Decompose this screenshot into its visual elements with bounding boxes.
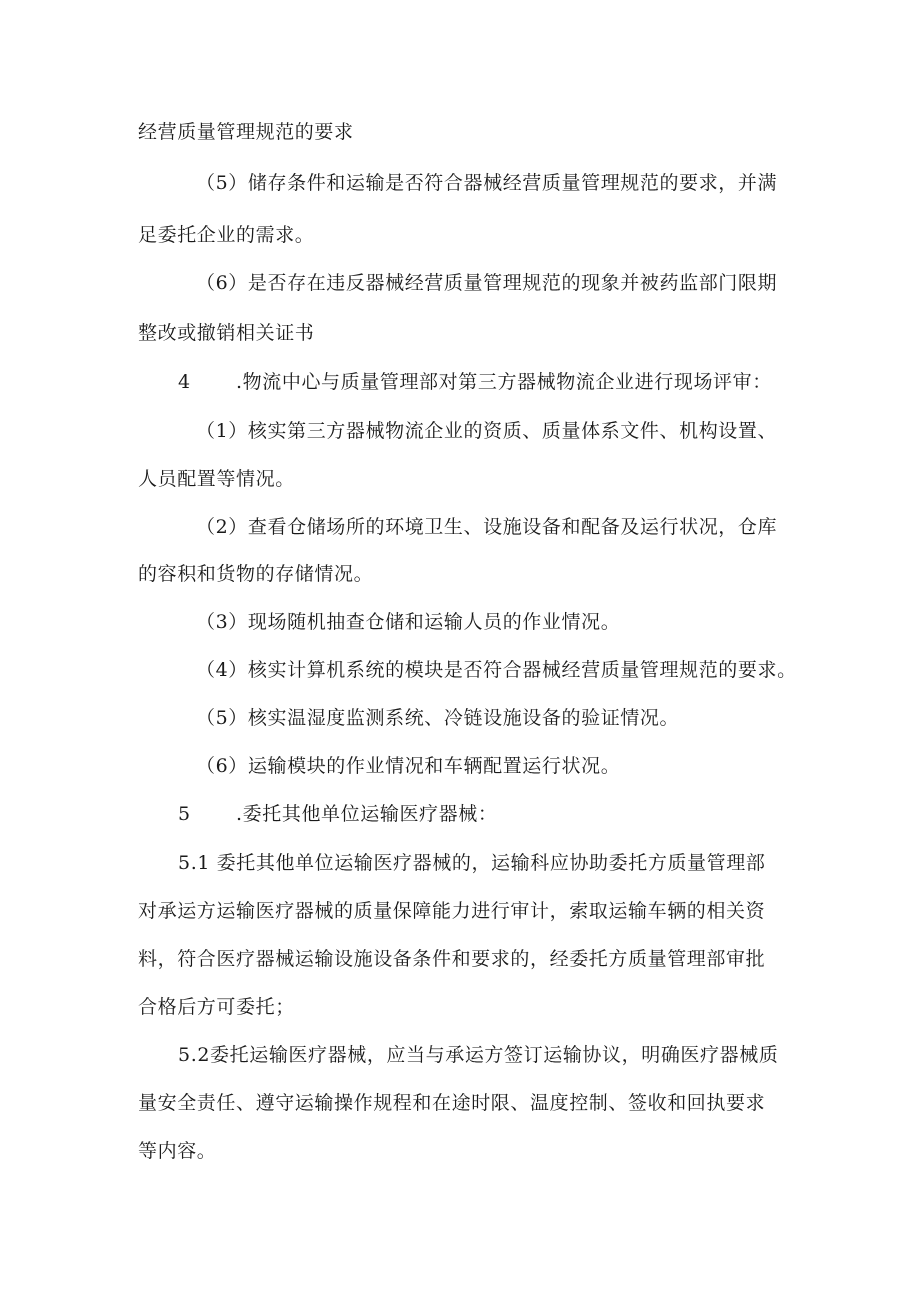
text-line: 5.2委托运输医疗器械，应当与承运方签订运输协议，明确医疗器械质 bbox=[178, 1044, 779, 1066]
text-line: 的容积和货物的存储情况。 bbox=[138, 563, 374, 585]
text-line: （5）储存条件和运输是否符合器械经营质量管理规范的要求，并满 bbox=[196, 172, 778, 194]
text-line: （2）查看仓储场所的环境卫生、设施设备和配备及运行状况，仓库 bbox=[196, 516, 778, 538]
section-heading bbox=[178, 801, 497, 827]
text-line: 料，符合医疗器械运输设施设备条件和要求的，经委托方质量管理部审批 bbox=[138, 948, 766, 970]
section-number: 4 bbox=[178, 371, 191, 393]
text-line: （4）核实计算机系统的模块是否符合器械经营质量管理规范的要求。 bbox=[196, 659, 797, 681]
text-line: 对承运方运输医疗器械的质量保障能力进行审计，索取运输车辆的相关资 bbox=[138, 900, 766, 922]
text-line: （1）核实第三方器械物流企业的资质、质量体系文件、机构设置、 bbox=[196, 420, 778, 442]
text-line: 合格后方可委托； bbox=[138, 996, 295, 1018]
section-number: 5 bbox=[178, 803, 191, 825]
text-line: 等内容。 bbox=[138, 1140, 217, 1162]
section-title: .物流中心与质量管理部对第三方器械物流企业进行现场评审： bbox=[236, 371, 772, 393]
text-line: 量安全责任、遵守运输操作规程和在途时限、温度控制、签收和回执要求 bbox=[138, 1092, 766, 1114]
section-title: .委托其他单位运输医疗器械： bbox=[236, 803, 498, 825]
text-line: 5.1 委托其他单位运输医疗器械的，运输科应协助委托方质量管理部 bbox=[178, 852, 766, 874]
text-line: （5）核实温湿度监测系统、冷链设施设备的验证情况。 bbox=[196, 707, 680, 729]
section-heading bbox=[178, 369, 772, 395]
text-line: 足委托企业的需求。 bbox=[138, 224, 315, 246]
text-line: （6）是否存在违反器械经营质量管理规范的现象并被药监部门限期 bbox=[196, 272, 778, 294]
text-line: 人员配置等情况。 bbox=[138, 468, 295, 490]
text-line: 整改或撤销相关证书 bbox=[138, 322, 315, 344]
text-line: （3）现场随机抽查仓储和运输人员的作业情况。 bbox=[196, 611, 621, 633]
text-line: 经营质量管理规范的要求 bbox=[138, 121, 354, 143]
text-line: （6）运输模块的作业情况和车辆配置运行状况。 bbox=[196, 755, 621, 777]
